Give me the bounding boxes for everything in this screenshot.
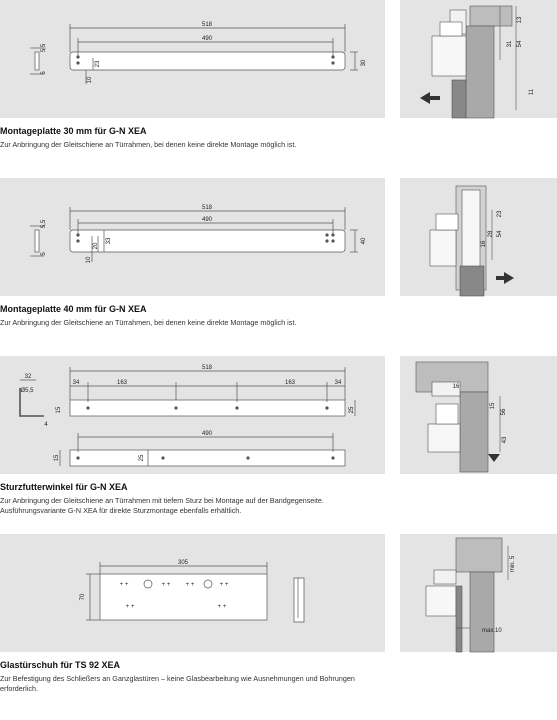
svg-text:+ +: + +	[125, 604, 135, 610]
detail-dim: 16	[452, 384, 460, 390]
svg-text:+ +: + +	[219, 582, 229, 588]
dim-hole-dia: 5,5	[41, 43, 47, 53]
detail-dim: 23	[497, 210, 503, 218]
dim-15: 15	[54, 454, 60, 462]
dim-305: 305	[177, 560, 189, 566]
dim-34: 34	[72, 380, 80, 386]
svg-text:+ +: + +	[185, 582, 195, 588]
dim-hole-dia: Ø5,5	[20, 388, 34, 394]
dim-163: 163	[116, 380, 128, 386]
dim-490: 490	[201, 431, 213, 437]
hole-icon	[331, 61, 334, 64]
dim-25: 25	[139, 454, 145, 462]
detail-dim: max.10	[482, 628, 502, 634]
dim-thickness: 5	[41, 252, 47, 256]
section-title: Glastürschuh für TS 92 XEA	[0, 660, 121, 670]
dim-33: 33	[106, 237, 112, 245]
hole-icon	[76, 55, 79, 58]
dim-hole-offset: 23	[95, 60, 101, 68]
dim-edge-offset: 10	[87, 76, 93, 84]
dim-518: 518	[201, 365, 213, 371]
frame-angle-bottom-outline	[70, 450, 345, 466]
frame-angle-top-outline	[70, 400, 345, 416]
dim-10: 10	[86, 256, 92, 264]
detail-dim: 15	[490, 402, 496, 410]
detail-dim: 54	[517, 40, 523, 48]
dim-32: 32	[24, 374, 32, 380]
dim-490: 490	[201, 36, 213, 42]
svg-text:+ +: + +	[119, 582, 129, 588]
dim-25: 25	[349, 406, 355, 414]
dim-163: 163	[284, 380, 296, 386]
dim-thickness: 5	[41, 71, 47, 75]
detail-dim: 43	[502, 436, 508, 444]
mounting-plate-30-outline	[70, 52, 345, 70]
dim-hole-dia: 5,5	[41, 219, 47, 229]
dim-height: 30	[361, 59, 367, 67]
dim-20: 20	[93, 242, 99, 250]
detail-dim: 31	[507, 40, 513, 48]
detail-dim: 16	[481, 240, 487, 248]
detail-dim: 13	[517, 16, 523, 24]
section-title: Sturzfutterwinkel für G-N XEA	[0, 482, 128, 492]
section-title: Montageplatte 30 mm für G-N XEA	[0, 126, 147, 136]
detail-dim: 56	[501, 408, 507, 416]
svg-text:+ +: + +	[161, 582, 171, 588]
detail-dim: 28	[488, 230, 494, 238]
dim-15: 15	[56, 406, 62, 414]
detail-dim: 11	[529, 88, 535, 96]
svg-text:+ +: + +	[217, 604, 227, 610]
detail-dim: min. 5	[510, 555, 516, 573]
glass-door-shoe-outline	[100, 574, 267, 620]
dim-height: 40	[361, 237, 367, 245]
installation-detail-1	[420, 6, 516, 118]
section-title: Montageplatte 40 mm für G-N XEA	[0, 304, 147, 314]
hole-icon	[331, 55, 334, 58]
detail-dim: 54	[497, 230, 503, 238]
dim-4: 4	[44, 422, 48, 428]
section-description: Zur Anbringung der Gleitschiene an Türrahmen mit tiefem Sturz bei Montage auf der Bandgegenseite. Ausführungsvariante G-N XEA für direkte Sturzmontage ebenfalls erhältlich.	[0, 496, 324, 515]
dim-34: 34	[334, 380, 342, 386]
hole-icon	[76, 61, 79, 64]
dim-70: 70	[80, 593, 86, 601]
section-description: Zur Anbringung der Gleitschiene an Türrahmen, bei denen keine direkte Montage möglich ist.	[0, 140, 297, 149]
dim-490: 490	[201, 217, 213, 223]
dim-518: 518	[201, 205, 213, 211]
dim-518: 518	[201, 22, 213, 28]
section-description: Zur Befestigung des Schließers an Ganzglastüren – keine Glasbearbeitung wie Ausnehmungen und Bohrungen erforderlich.	[0, 674, 355, 693]
section-description: Zur Anbringung der Gleitschiene an Türrahmen, bei denen keine direkte Montage möglich ist.	[0, 318, 297, 327]
